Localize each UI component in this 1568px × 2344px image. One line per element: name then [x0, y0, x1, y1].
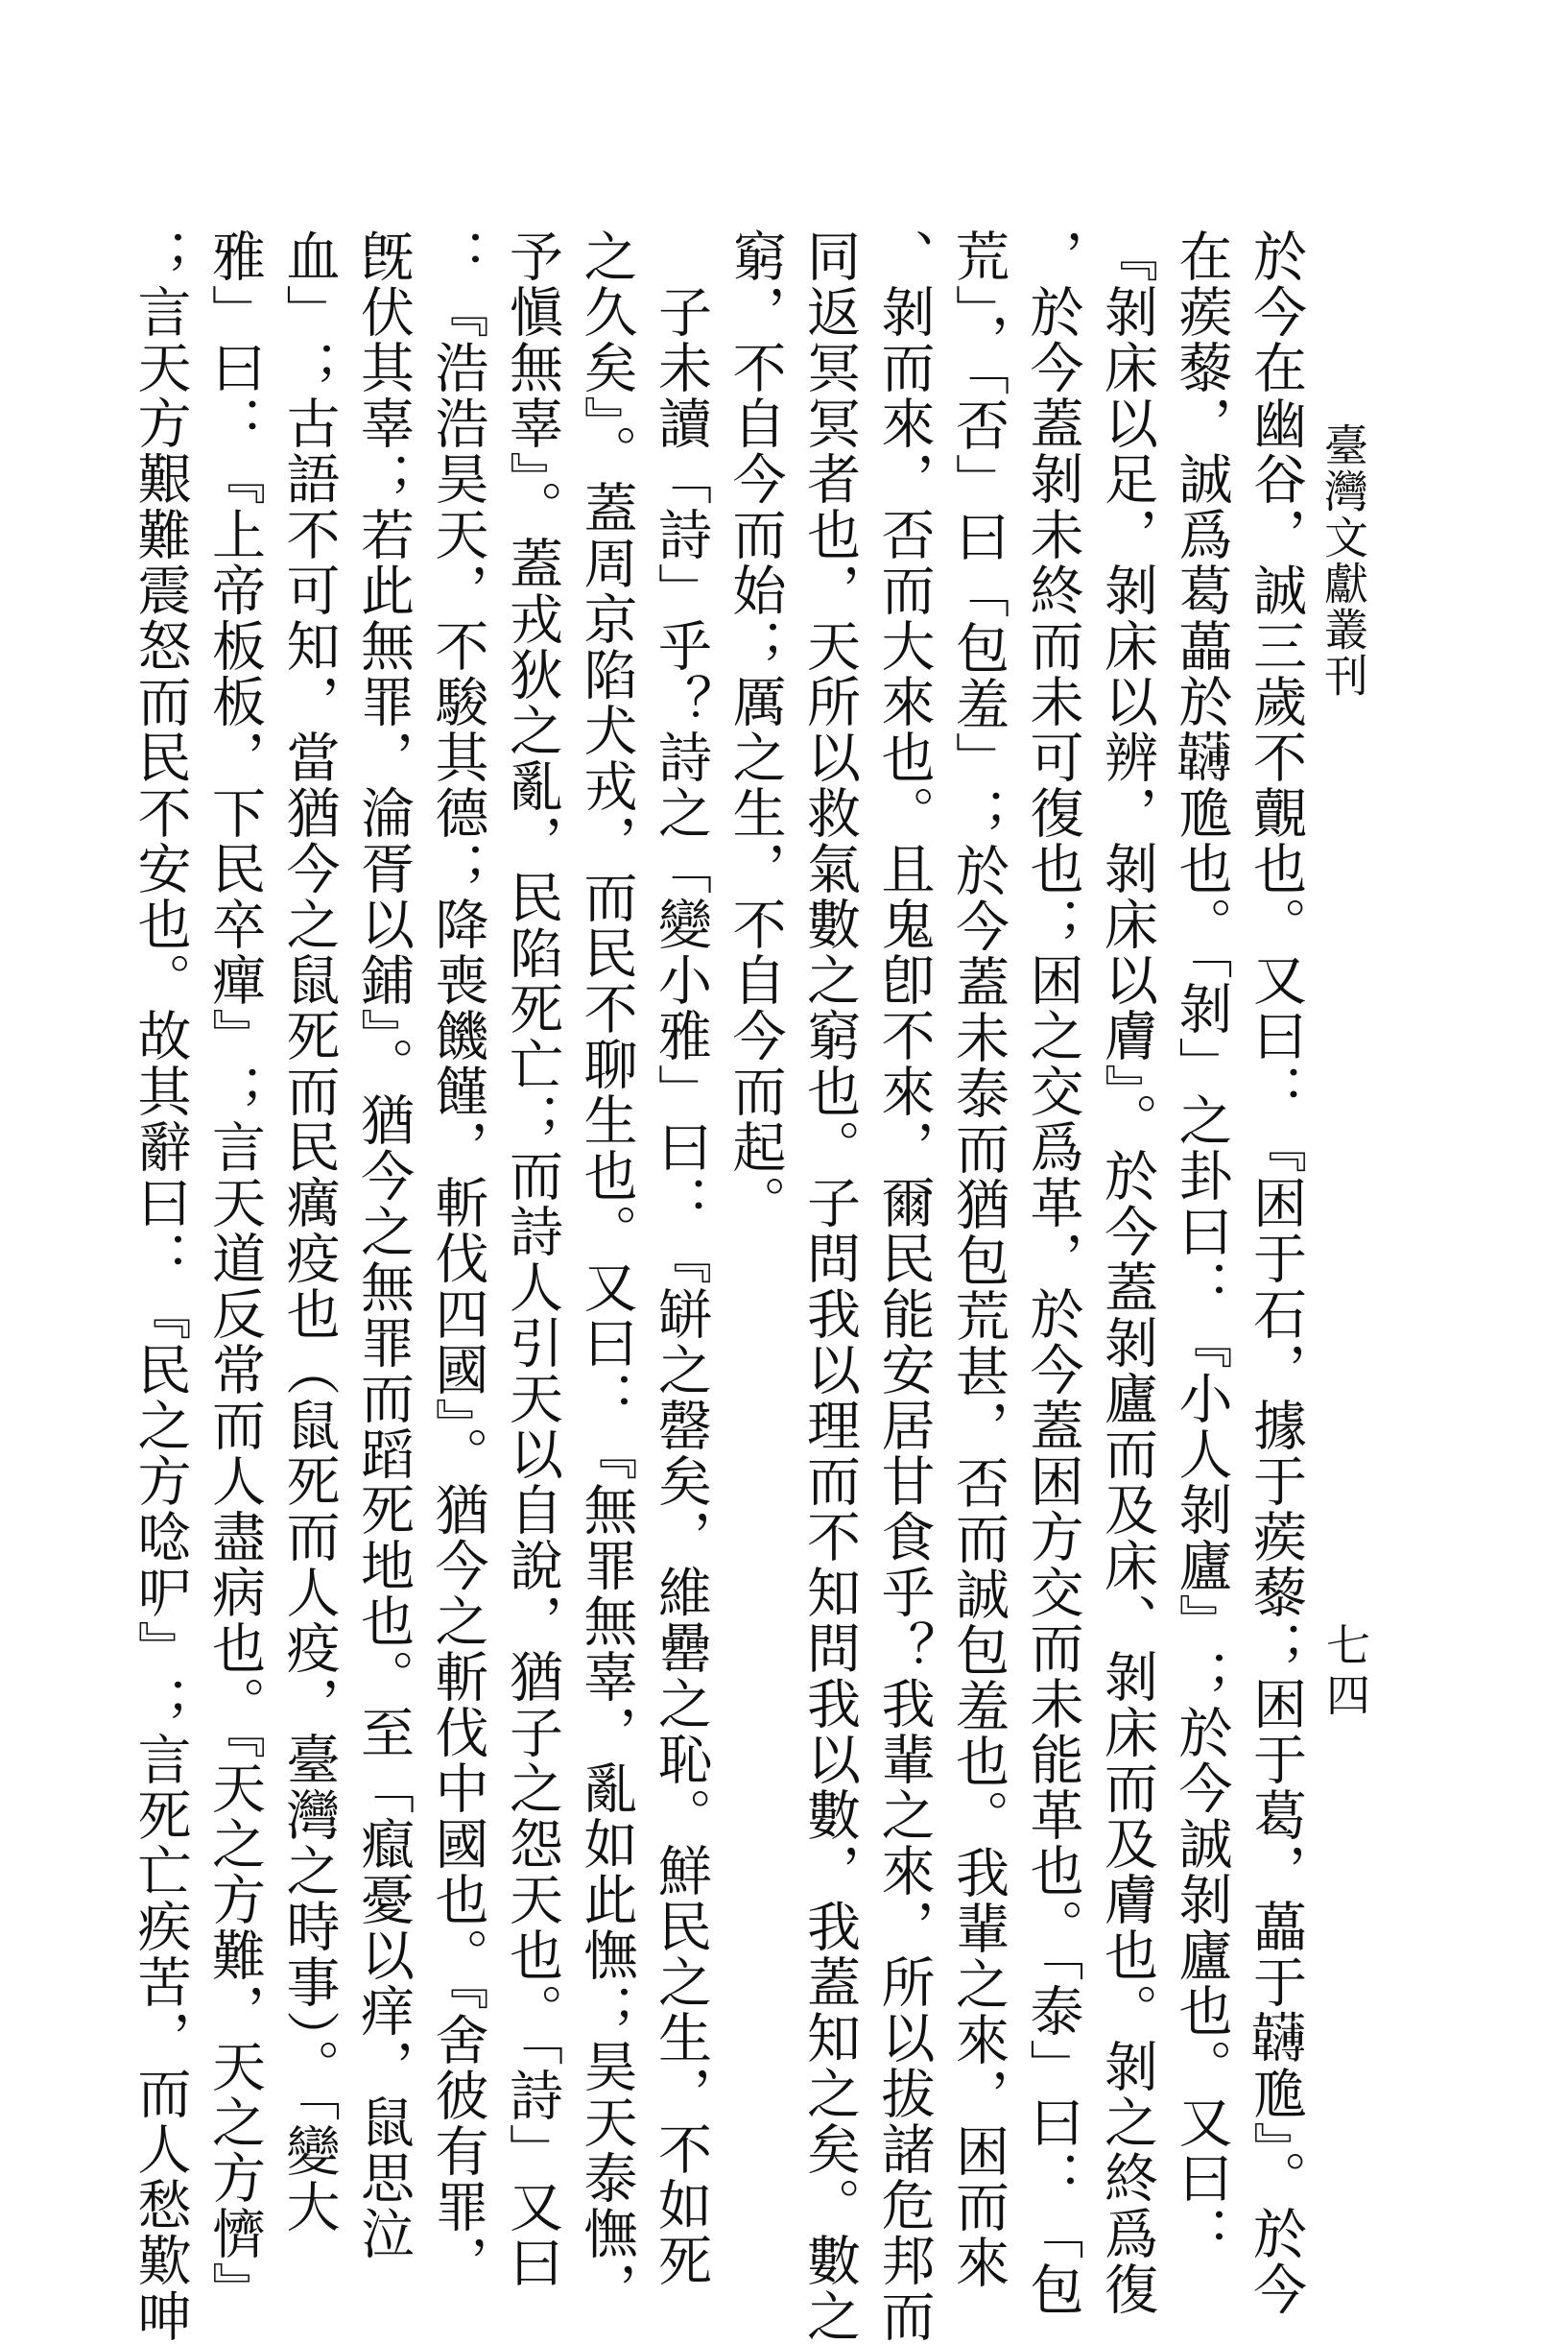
text-column: 在蒺藜，誠爲葛藟於𩏵卼也。「剝」之卦曰：『小人剝廬』；於今誠剝廬也。又曰：	[1170, 228, 1233, 2261]
text-column: 旣伏其辜；若此無罪，淪胥以鋪』。猶今之無罪而蹈死地也。至「癙憂以痒，鼠思泣	[352, 228, 415, 2261]
text-column: 予愼無辜』。蓋戎狄之亂，民陷死亡；而詩人引天以自說，猶子之怨天也。「詩」又曰	[501, 228, 563, 2290]
text-column: 『剝床以足，剝床以辨，剝床以膚』。於今蓋剝廬而及床、剝床而及膚也。剝之終爲復	[1096, 228, 1158, 2317]
page-number: 七四	[1319, 1622, 1371, 1722]
body-text	[123, 228, 1313, 2344]
text-column: ：『浩浩昊天，不駿其德；降喪饑饉，斬伐四國』。猶今之斬伐中國也。『舍彼有罪，	[426, 228, 489, 2290]
text-column: 於今在幽谷，誠三歲不覿也。又曰：『困于石，據于蒺藜；困于葛，藟于𩏵卼』。於今	[1245, 228, 1307, 2317]
text-column: 血」；古語不可知，當猶今之鼠死而民癘疫也（鼠死而人疫，臺灣之時事）。「變大	[277, 228, 341, 2235]
text-column: 荒」，「否」曰「包羞」；於今蓋未泰而猶包荒甚，否而誠包羞也。我輩之來，困而來	[947, 228, 1010, 2290]
text-column: 子未讀「詩」乎？詩之「變小雅」曰：『缾之罄矣，維罍之恥。鮮民之生，不如死	[650, 228, 712, 2288]
running-head-title: 臺灣文獻叢刊	[1318, 422, 1369, 699]
text-column: 之久矣』。蓋周京陷犬戎，而民不聊生也。又曰：『無罪無辜，亂如此憮；昊天泰憮，	[575, 228, 638, 2317]
text-column: 、剝而來，否而大來也。且鬼卽不來，爾民能安居甘食乎？我輩之來，所以拔諸危邦而	[872, 228, 936, 2344]
text-column: 雅」曰：『上帝板板，下民卒癉』；言天道反常而人盡病也。『天之方難，天之方懠』	[203, 228, 266, 2317]
text-column: ；言天方艱難震怒而民不安也。故其辭曰：『民之方唸㕧』；言死亡疾苦，而人愁歎呻	[129, 228, 192, 2344]
text-column: 窮，不自今而始；厲之生，不自今而起。	[724, 228, 787, 1231]
text-column: ，於今蓋剝未終而未可復也；困之交爲革，於今蓋困方交而未能革也。「泰」曰：「包	[1021, 228, 1084, 2317]
text-column: 同返冥冥者也，天所以救氣數之窮也。子問我以理而不知問我以數，我蓋知之矣。數之	[798, 228, 861, 2344]
